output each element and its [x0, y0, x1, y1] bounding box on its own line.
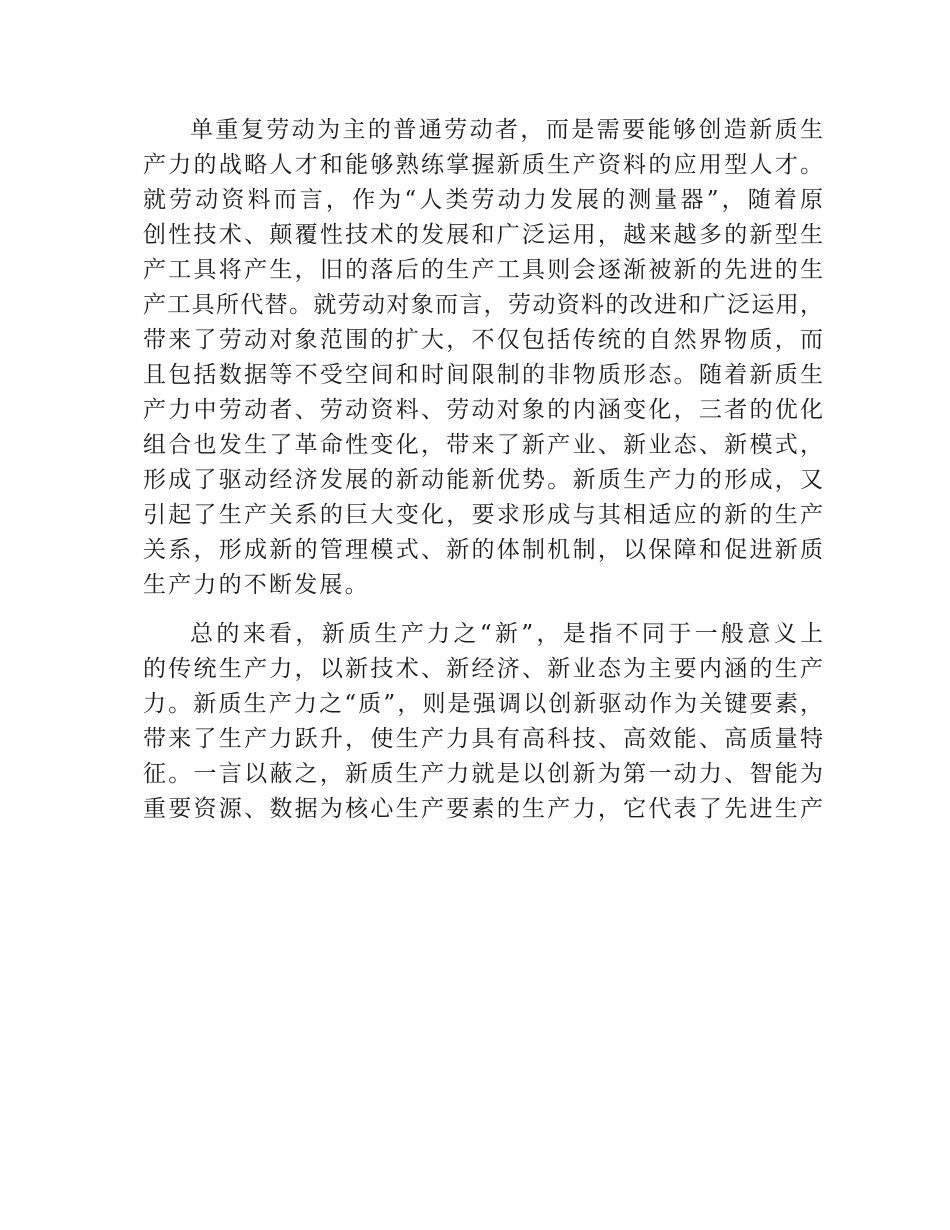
text-line: 带来了劳动对象范围的扩大，不仅包括传统的自然界物质，而 — [143, 327, 823, 353]
text-line: 就劳动资料而言，作为“人类劳动力发展的测量器”，随着原 — [143, 187, 823, 213]
text-line: 单重复劳动为主的普通劳动者，而是需要能够创造新质生 — [190, 117, 823, 143]
text-line: 形成了驱动经济发展的新动能新优势。新质生产力的形成，又 — [143, 467, 823, 493]
text-line: 征。一言以蔽之，新质生产力就是以创新为第一动力、智能为 — [143, 761, 823, 787]
text-line: 产工具将产生，旧的落后的生产工具则会逐渐被新的先进的生 — [143, 257, 823, 283]
text-line: 产工具所代替。就劳动对象而言，劳动资料的改进和广泛运用， — [143, 292, 823, 318]
text-line: 引起了生产关系的巨大变化，要求形成与其相适应的新的生产 — [143, 502, 823, 528]
text-line: 组合也发生了革命性变化，带来了新产业、新业态、新模式， — [143, 432, 823, 458]
text-line: 产力中劳动者、劳动资料、劳动对象的内涵变化，三者的优化 — [143, 397, 823, 423]
text-line: 的传统生产力，以新技术、新经济、新业态为主要内涵的生产 — [143, 656, 823, 682]
text-line: 创性技术、颠覆性技术的发展和广泛运用，越来越多的新型生 — [143, 222, 823, 248]
text-line: 产力的战略人才和能够熟练掌握新质生产资料的应用型人才。 — [143, 152, 823, 178]
text-line: 重要资源、数据为核心生产要素的生产力，它代表了先进生产 — [143, 796, 823, 822]
text-line: 带来了生产力跃升，使生产力具有高科技、高效能、高质量特 — [143, 726, 823, 752]
text-line: 力。新质生产力之“质”，则是强调以创新驱动作为关键要素， — [143, 691, 823, 717]
text-line: 且包括数据等不受空间和时间限制的非物质形态。随着新质生 — [143, 362, 823, 388]
text-line: 总的来看，新质生产力之“新”，是指不同于一般意义上 — [190, 621, 823, 647]
text-line: 生产力的不断发展。 — [143, 572, 370, 598]
text-line: 关系，形成新的管理模式、新的体制机制，以保障和促进新质 — [143, 537, 823, 563]
